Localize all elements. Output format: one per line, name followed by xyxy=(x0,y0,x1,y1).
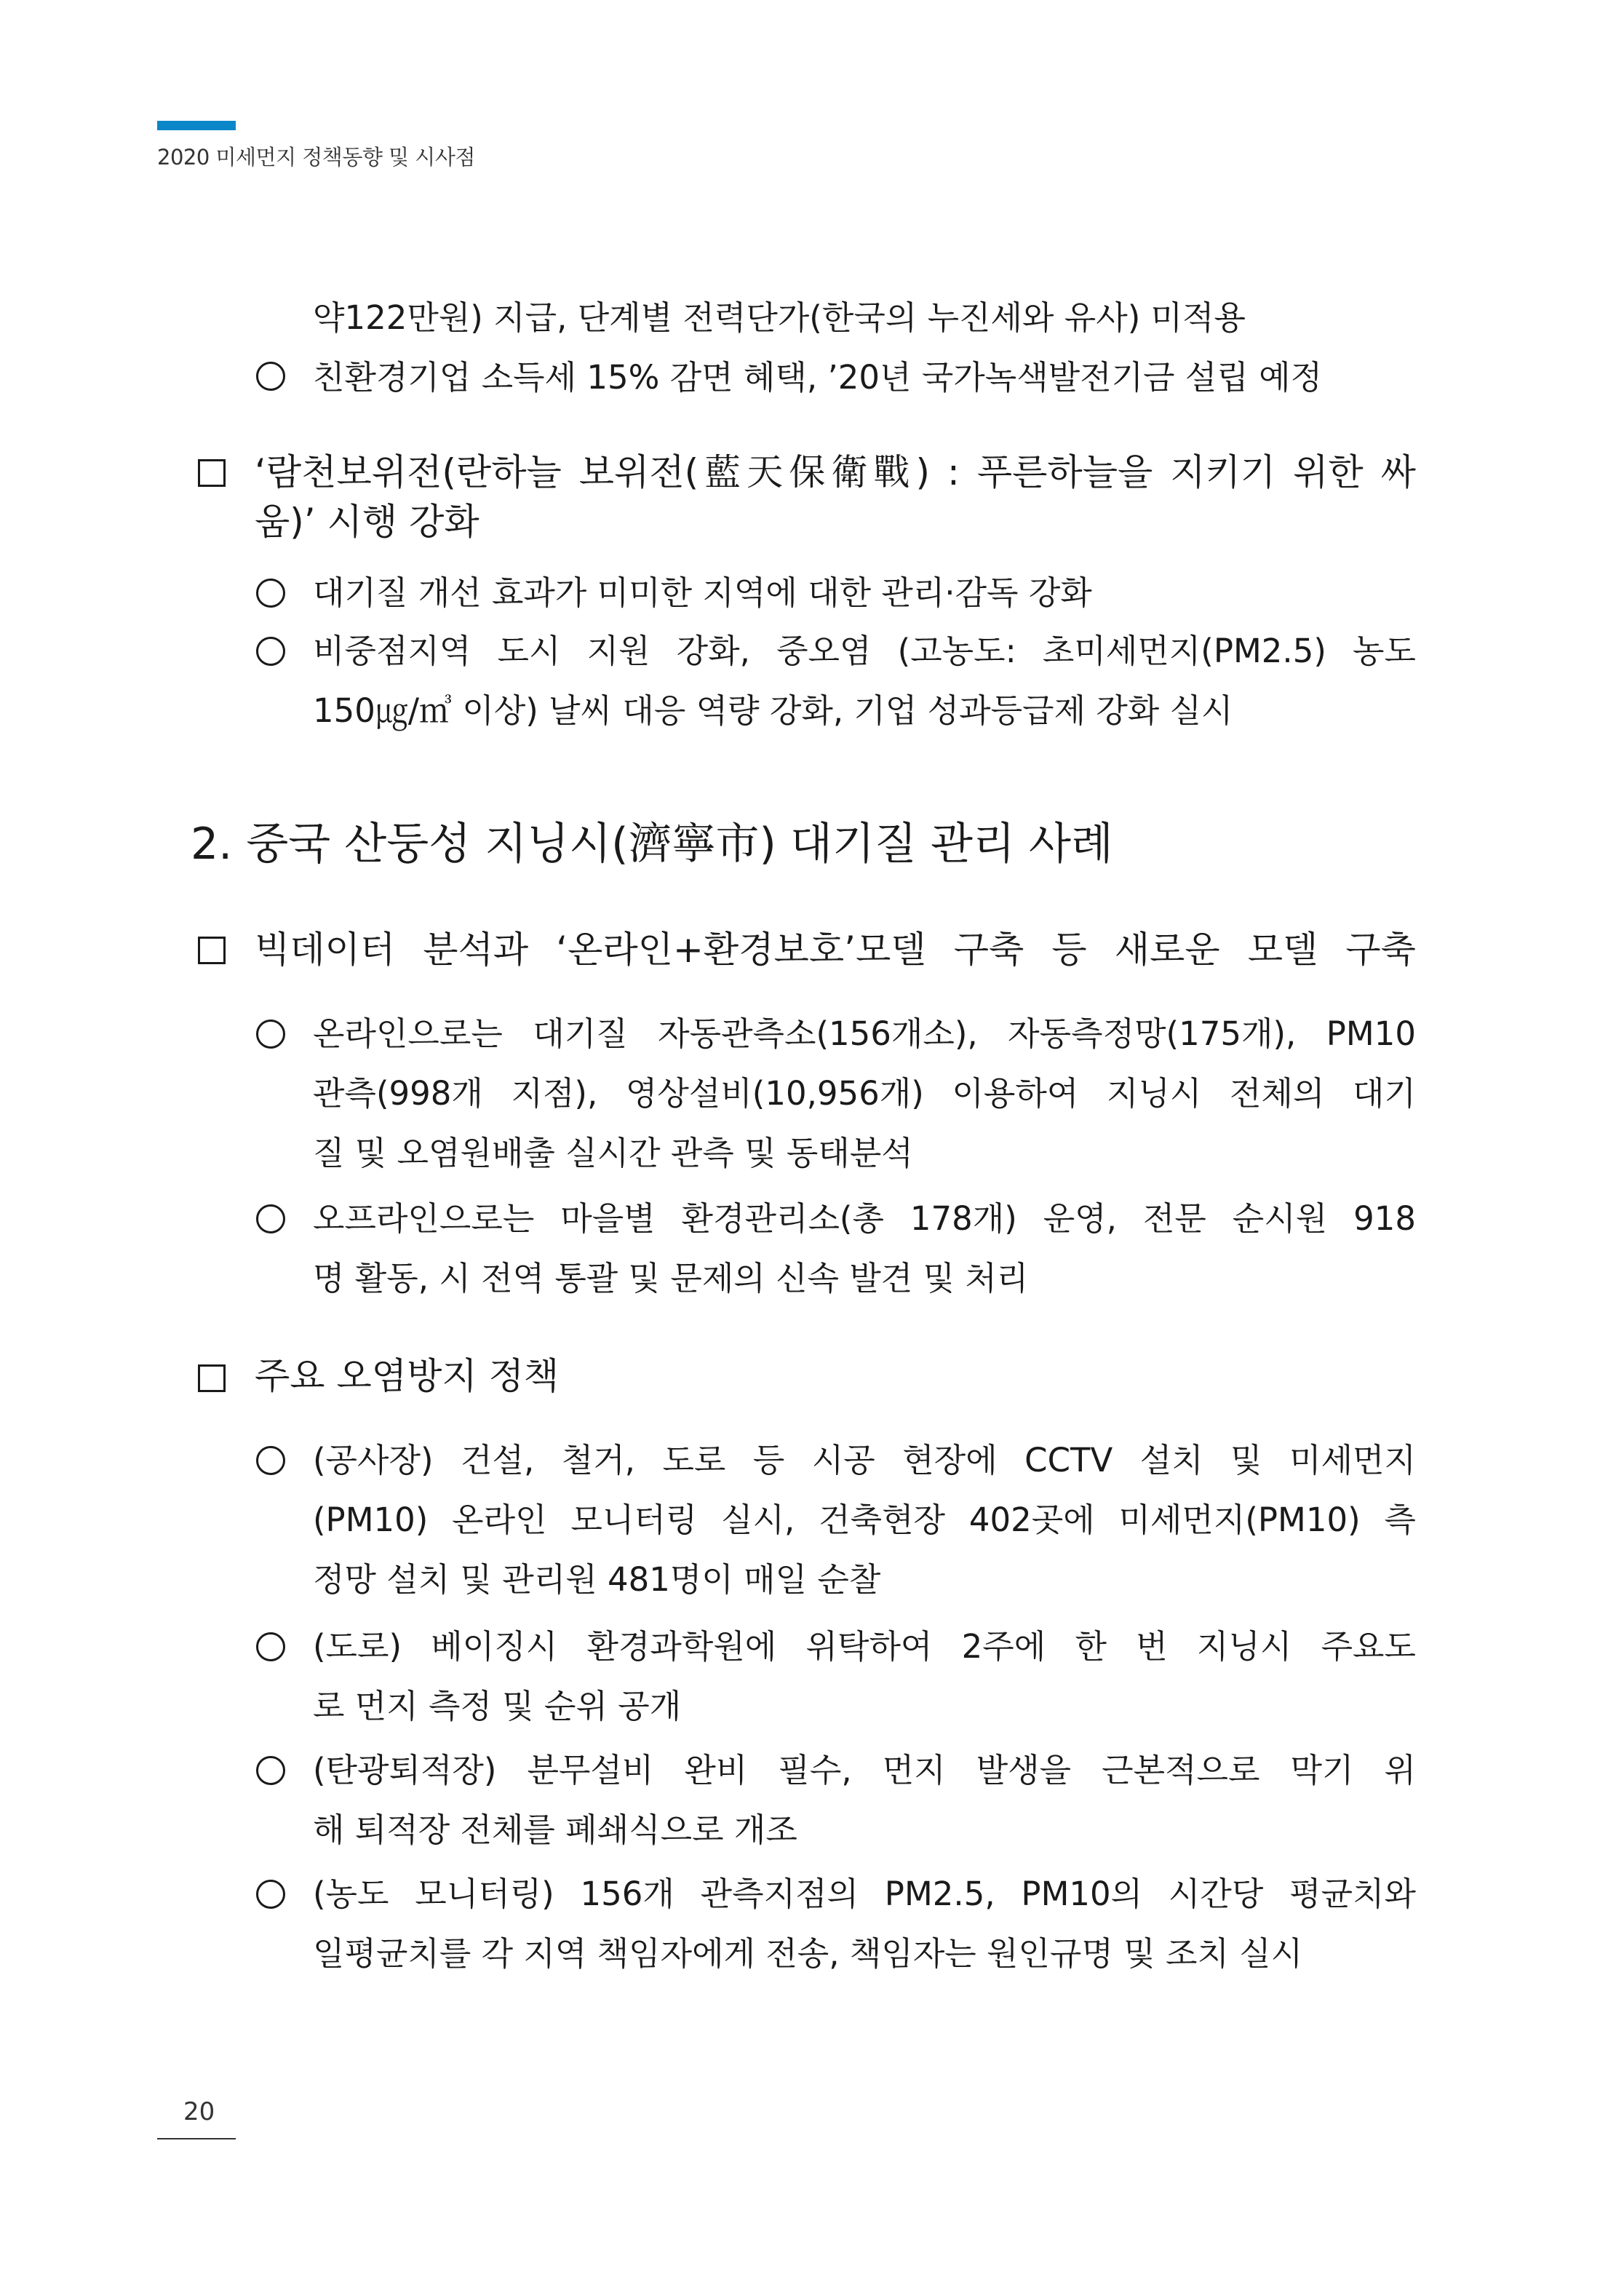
text-line: 대기질 개선 효과가 미미한 지역에 대한 관리·감독 강화 xyxy=(313,573,1092,612)
page-number: 20 xyxy=(183,2097,215,2126)
text-line: 주요 오염방지 정책 xyxy=(255,1355,560,1397)
circle-bullet-icon xyxy=(256,579,285,608)
text-line: 온라인으로는 대기질 자동관측소(156개소), 자동측정망(175개), PM10 xyxy=(313,1014,1416,1053)
circle-bullet-icon xyxy=(256,1204,285,1233)
section-title: 2. 중국 산둥성 지닝시(濟寧市) 대기질 관리 사례 xyxy=(191,819,1113,870)
text-line: (PM10) 온라인 모니터링 실시, 건축현장 402곳에 미세먼지(PM10) 측 xyxy=(313,1501,1416,1539)
circle-bullet-icon xyxy=(256,1756,285,1785)
text-line: 친환경기업 소득세 15% 감면 혜택, ’20년 국가녹색발전기금 설립 예정 xyxy=(313,358,1323,397)
text-line: 비중점지역 도시 지원 강화, 중오염 (고농도: 초미세먼지(PM2.5) 농도 xyxy=(313,632,1416,670)
square-bullet-icon xyxy=(198,1364,226,1392)
text-line: ‘람천보위전(란하늘 보위전(藍天保衛戰) : 푸른하늘을 지키기 위한 싸 xyxy=(255,451,1416,493)
text-line: (농도 모니터링) 156개 관측지점의 PM2.5, PM10의 시간당 평균치와 xyxy=(313,1875,1416,1913)
circle-bullet-icon xyxy=(256,1020,285,1049)
circle-bullet-icon xyxy=(256,362,285,391)
text-line: 관측(998개 지점), 영상설비(10,956개) 이용하여 지닝시 전체의 대기 xyxy=(313,1074,1416,1113)
text-line: 빅데이터 분석과 ‘온라인+환경보호’모델 구축 등 새로운 모델 구축 xyxy=(255,929,1416,971)
text-line: 로 먼지 측정 및 순위 공개 xyxy=(313,1687,682,1725)
footer-rule xyxy=(157,2138,236,2139)
circle-bullet-icon xyxy=(256,1880,285,1909)
text-line: 정망 설치 및 관리원 481명이 매일 순찰 xyxy=(313,1560,881,1599)
text-line: 질 및 오염원배출 실시간 관측 및 동태분석 xyxy=(313,1134,913,1172)
text-line: 150㎍/㎥ 이상) 날씨 대응 역량 강화, 기업 성과등급제 강화 실시 xyxy=(313,691,1233,730)
header-accent-bar xyxy=(157,121,236,130)
square-bullet-icon xyxy=(198,459,226,487)
text-line: 약122만원) 지급, 단계별 전력단가(한국의 누진세와 유사) 미적용 xyxy=(313,298,1246,337)
circle-bullet-icon xyxy=(256,1632,285,1661)
text-line: (도로) 베이징시 환경과학원에 위탁하여 2주에 한 번 지닝시 주요도 xyxy=(313,1627,1416,1666)
running-header: 2020 미세먼지 정책동향 및 시사점 xyxy=(157,145,475,170)
text-line: (탄광퇴적장) 분무설비 완비 필수, 먼지 발생을 근본적으로 막기 위 xyxy=(313,1751,1416,1789)
text-line: 명 활동, 시 전역 통괄 및 문제의 신속 발견 및 처리 xyxy=(313,1259,1029,1298)
text-line: 일평균치를 각 지역 책임자에게 전송, 책임자는 원인규명 및 조치 실시 xyxy=(313,1934,1303,1973)
text-line: 움)’ 시행 강화 xyxy=(255,501,479,543)
square-bullet-icon xyxy=(198,937,226,964)
circle-bullet-icon xyxy=(256,1446,285,1475)
text-line: (공사장) 건설, 철거, 도로 등 시공 현장에 CCTV 설치 및 미세먼지 xyxy=(313,1441,1416,1479)
text-line: 해 퇴적장 전체를 폐쇄식으로 개조 xyxy=(313,1811,797,1849)
circle-bullet-icon xyxy=(256,637,285,666)
text-line: 오프라인으로는 마을별 환경관리소(총 178개) 운영, 전문 순시원 918 xyxy=(313,1199,1416,1238)
